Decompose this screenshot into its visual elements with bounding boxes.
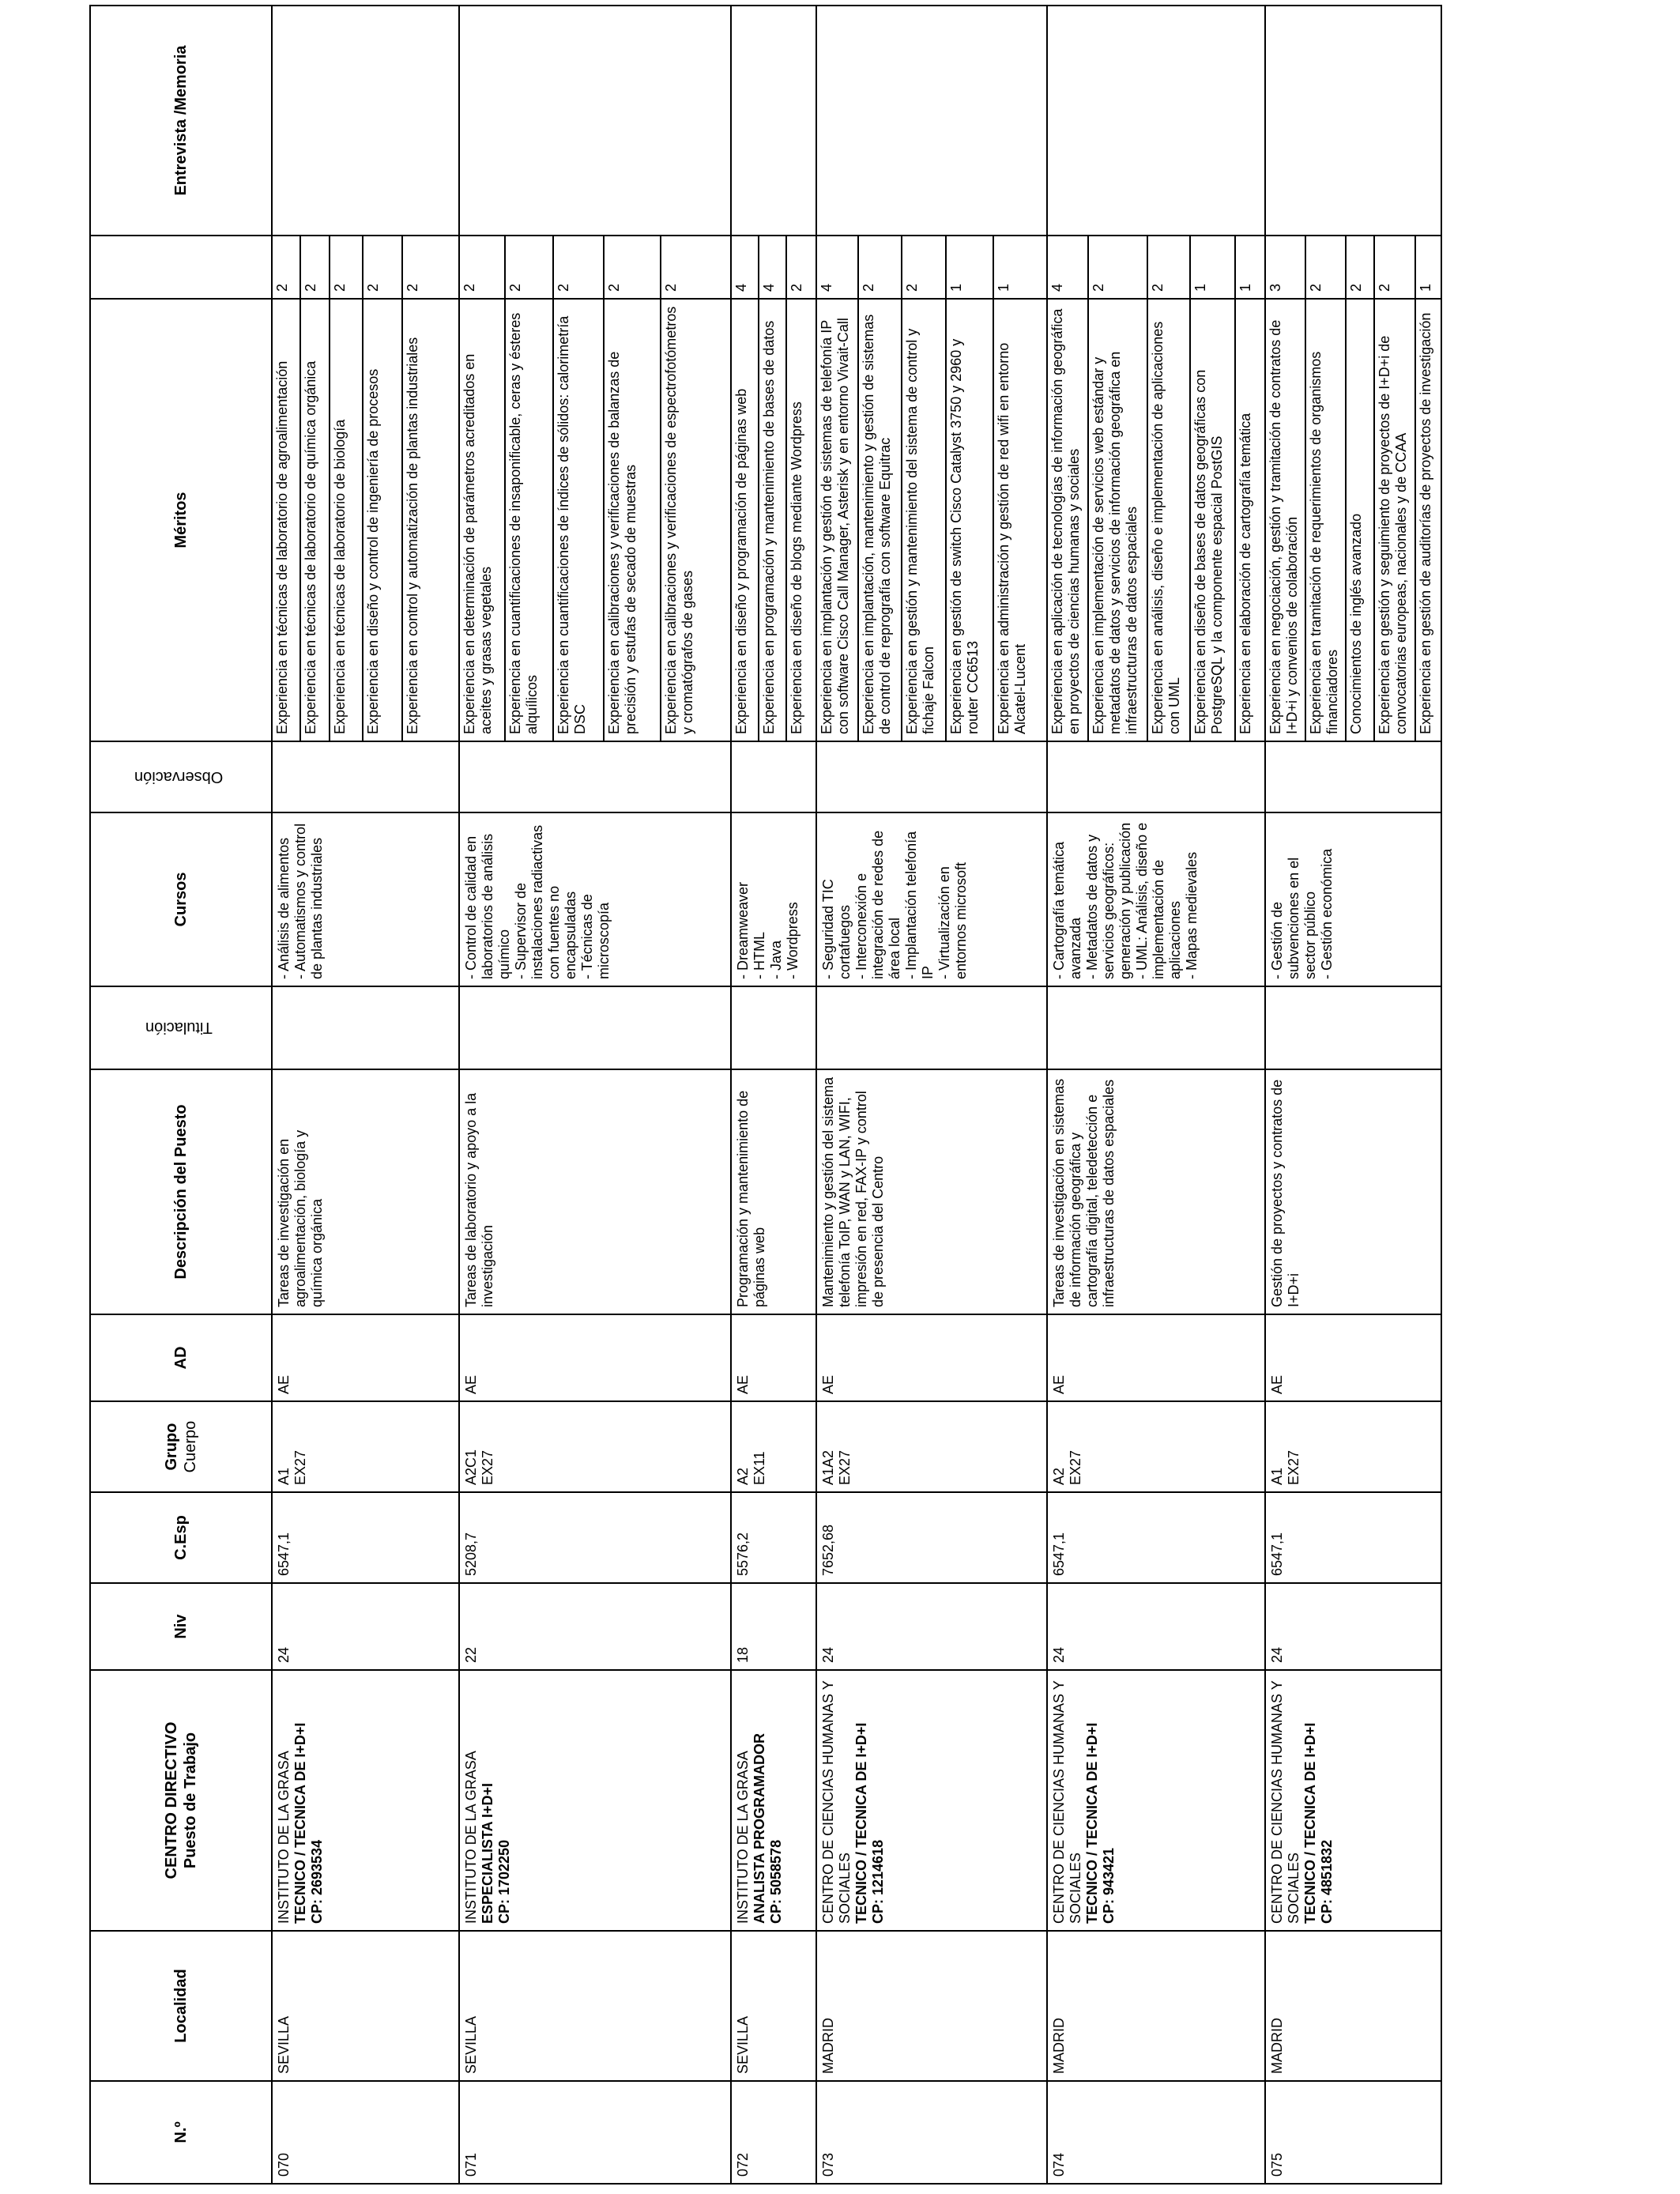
- row-titulacion: [731, 986, 816, 1069]
- row-localidad: SEVILLA: [731, 1931, 816, 2081]
- puesto-name: TECNICO / TECNICA DE I+D+I: [292, 1722, 308, 1924]
- row-ad: AE: [731, 1314, 816, 1401]
- row-titulacion: [1265, 986, 1441, 1069]
- curso-item: - Wordpress: [785, 902, 801, 979]
- merito-text: Experiencia en programación y mantenimiento de bases de datos: [759, 300, 787, 741]
- cuerpo-value: EX27: [292, 1449, 308, 1485]
- row-meritos: [272, 299, 459, 741]
- puesto-name: ESPECIALISTA I+D+I: [480, 1782, 496, 1924]
- row-niv: 24: [816, 1583, 1047, 1670]
- row-entrevista: [459, 6, 731, 236]
- curso-item: - Mapas medievales: [1184, 851, 1200, 979]
- table-row: [459, 6, 731, 2184]
- row-number: 075: [1265, 2081, 1441, 2184]
- curso-item: - Técnicas de microscopía: [579, 894, 612, 979]
- header-num: N.º: [90, 2081, 272, 2184]
- row-ad: AE: [1265, 1314, 1441, 1401]
- row-centro: [731, 1670, 816, 1931]
- header-centro-label: CENTRO DIRECTIVO: [163, 1721, 180, 1879]
- row-merit-points: [272, 236, 459, 299]
- row-number: 074: [1047, 2081, 1265, 2184]
- merito-points: 1: [995, 283, 1011, 292]
- merito-text: Experiencia en calibraciones y verificaciones de balanzas de precisión y estufas de secado de muestras: [604, 300, 660, 741]
- table-row: [731, 6, 816, 2184]
- merito-text: Experiencia en administración y gestión de red wifi en entorno Alcatel-Lucent: [995, 342, 1028, 734]
- merito-points: 2: [460, 236, 505, 298]
- merito-points: 2: [300, 236, 330, 298]
- row-localidad: MADRID: [816, 1931, 1047, 2081]
- curso-item: - Gestión económica: [1319, 848, 1335, 979]
- merito-text: Conocimientos de inglés avanzado: [1346, 300, 1375, 741]
- row-entrevista: [1047, 6, 1265, 236]
- header-observacion-label: Observación: [134, 768, 224, 786]
- centro-name: INSTITUTO DE LA GRASA: [463, 1751, 480, 1924]
- puesto-name: TECNICO / TECNICA DE I+D+I: [853, 1722, 870, 1924]
- curso-item: - Cartografía temática avanzada: [1051, 841, 1084, 979]
- curso-item: - Virtualización en entornos microsoft: [936, 861, 970, 979]
- row-descripcion: Programación y mantenimiento de páginas web: [731, 1069, 816, 1314]
- merito-text: Experiencia en determinación de parámetros acreditados en aceites y grasas vegetales: [460, 300, 505, 741]
- merito-points: 1: [1190, 236, 1235, 298]
- row-cesp: 6547,1: [272, 1492, 459, 1583]
- header-cuerpo-label: Cuerpo: [182, 1420, 199, 1473]
- header-cursos: Cursos: [90, 812, 272, 986]
- puesto-cp: CP: 2693534: [309, 1839, 325, 1924]
- header-puesto-label: Puesto de Trabajo: [182, 1732, 199, 1869]
- row-merit-points: [731, 236, 816, 299]
- curso-item: - Dreamweaver: [735, 881, 751, 979]
- row-localidad: SEVILLA: [459, 1931, 731, 2081]
- puesto-name: ANALISTA PROGRAMADOR: [751, 1733, 768, 1924]
- merito-text: Experiencia en diseño de bases de datos geográficas con PostgreSQL y la componente espacial PostGIS: [1190, 300, 1235, 741]
- row-number: 073: [816, 2081, 1047, 2184]
- table-body: [272, 6, 1441, 2184]
- merito-text: Experiencia en gestión y seguimiento de proyectos de I+D+i de convocatorias europeas, nacionales y de CCAA: [1374, 300, 1415, 741]
- row-ad: AE: [1047, 1314, 1265, 1401]
- curso-item: - Gestión de subvenciones en el sector público: [1269, 857, 1319, 979]
- merito-points: 1: [1237, 283, 1254, 292]
- row-observacion: [459, 741, 731, 812]
- merito-points: 2: [1088, 236, 1147, 298]
- puesto-cp: CP: 1702250: [496, 1839, 513, 1924]
- merito-points: 1: [1418, 283, 1434, 292]
- row-centro: [816, 1670, 1047, 1931]
- merito-points: 2: [1346, 236, 1375, 298]
- row-observacion: [816, 741, 1047, 812]
- row-meritos: [1265, 299, 1441, 741]
- row-cesp: 7652,68: [816, 1492, 1047, 1583]
- curso-item: - Control de calidad en laboratorios de análisis químico: [463, 833, 513, 979]
- merito-points: 2: [1147, 236, 1190, 298]
- grupo-value: A2: [1051, 1467, 1068, 1485]
- row-descripcion: Gestión de proyectos y contratos de I+D+i: [1265, 1069, 1441, 1314]
- header-points: [90, 236, 272, 299]
- row-observacion: [1047, 741, 1265, 812]
- header-observacion: [90, 741, 272, 812]
- row-niv: 24: [1265, 1583, 1441, 1670]
- row-ad: AE: [272, 1314, 459, 1401]
- row-cursos: [1265, 812, 1441, 986]
- row-observacion: [272, 741, 459, 812]
- job-positions-table: [89, 5, 1442, 2185]
- row-grupo: [1047, 1401, 1265, 1492]
- row-cesp: 5208,7: [459, 1492, 731, 1583]
- row-titulacion: [816, 986, 1047, 1069]
- merito-points: 2: [604, 236, 660, 298]
- merito-points: 4: [817, 236, 858, 298]
- table-row: [816, 6, 1047, 2184]
- merito-text: Experiencia en gestión de auditorías de proyectos de investigación: [1418, 312, 1434, 734]
- row-entrevista: [1265, 6, 1441, 236]
- row-localidad: MADRID: [1047, 1931, 1265, 2081]
- row-niv: 18: [731, 1583, 816, 1670]
- row-niv: 22: [459, 1583, 731, 1670]
- merito-points: 4: [1048, 236, 1088, 298]
- merito-text: Experiencia en aplicación de tecnologías de información geográfica en proyectos de ciencias humanas y sociales: [1048, 300, 1088, 741]
- centro-name: CENTRO DE CIENCIAS HUMANAS Y SOCIALES: [820, 1680, 853, 1924]
- row-ad: AE: [816, 1314, 1047, 1401]
- curso-item: - UML: Análisis, diseño e implementación de aplicaciones: [1134, 822, 1184, 979]
- row-descripcion: Mantenimiento y gestión del sistema telefonía ToIP, WAN y LAN, WIFI, impresión en red, FAX-IP y control de presencia del Centro: [816, 1069, 1047, 1314]
- merito-text: Experiencia en diseño y control de ingeniería de procesos: [363, 300, 402, 741]
- row-meritos: [816, 299, 1047, 741]
- row-niv: 24: [272, 1583, 459, 1670]
- row-titulacion: [1047, 986, 1265, 1069]
- merito-text: Experiencia en diseño de blogs mediante Wordpress: [789, 401, 805, 734]
- puesto-cp: CP: 5058578: [768, 1839, 785, 1924]
- row-grupo: [731, 1401, 816, 1492]
- row-meritos: [731, 299, 816, 741]
- cuerpo-value: EX27: [480, 1449, 496, 1485]
- row-cesp: 6547,1: [1265, 1492, 1441, 1583]
- row-descripcion: Tareas de laboratorio y apoyo a la investigación: [459, 1069, 731, 1314]
- row-merit-points: [816, 236, 1047, 299]
- curso-item: - Seguridad TIC cortafuegos: [820, 879, 853, 979]
- merito-points: 2: [662, 283, 679, 292]
- row-grupo: [816, 1401, 1047, 1492]
- header-ad: AD: [90, 1314, 272, 1401]
- grupo-value: A1: [1269, 1467, 1286, 1485]
- row-cursos: [816, 812, 1047, 986]
- curso-item: - HTML: [751, 932, 768, 979]
- row-number: 072: [731, 2081, 816, 2184]
- row-niv: 24: [1047, 1583, 1265, 1670]
- row-centro: [1265, 1670, 1441, 1931]
- merito-points: 2: [363, 236, 402, 298]
- puesto-name: TECNICO / TECNICA DE I+D+I: [1084, 1722, 1101, 1924]
- header-centro: [90, 1670, 272, 1931]
- centro-name: CENTRO DE CIENCIAS HUMANAS Y SOCIALES: [1051, 1680, 1084, 1924]
- table-row: [1047, 6, 1265, 2184]
- curso-item: - Supervisor de instalaciones radiactivas con fuentes no encapsuladas: [513, 824, 579, 979]
- row-grupo: [272, 1401, 459, 1492]
- merito-points: 2: [858, 236, 902, 298]
- rotated-page: [89, 6, 1442, 2185]
- merito-text: Experiencia en técnicas de laboratorio de biología: [330, 300, 363, 741]
- row-merit-points: [1265, 236, 1441, 299]
- merito-text: Experiencia en tramitación de requerimientos de organismos financiadores: [1305, 300, 1346, 741]
- merito-text: Experiencia en técnicas de laboratorio de agroalimentación: [273, 300, 300, 741]
- row-entrevista: [272, 6, 459, 236]
- header-descripcion: Descripción del Puesto: [90, 1069, 272, 1314]
- row-meritos: [459, 299, 731, 741]
- cuerpo-value: EX27: [1068, 1449, 1084, 1485]
- row-titulacion: [272, 986, 459, 1069]
- cuerpo-value: EX11: [751, 1451, 768, 1485]
- merito-points: 2: [1305, 236, 1346, 298]
- merito-text: Experiencia en gestión y mantenimiento del sistema de control y fichaje Falcon: [902, 300, 946, 741]
- row-grupo: [1265, 1401, 1441, 1492]
- row-centro: [272, 1670, 459, 1931]
- curso-item: - Java: [768, 940, 785, 979]
- row-ad: AE: [459, 1314, 731, 1401]
- row-meritos: [1047, 299, 1265, 741]
- merito-points: 2: [273, 236, 300, 298]
- row-centro: [1047, 1670, 1265, 1931]
- grupo-value: A2: [735, 1467, 751, 1485]
- row-cesp: 6547,1: [1047, 1492, 1265, 1583]
- header-grupo-label: Grupo: [163, 1423, 180, 1471]
- centro-name: INSTITUTO DE LA GRASA: [276, 1751, 292, 1924]
- row-observacion: [1265, 741, 1441, 812]
- row-cursos: [1047, 812, 1265, 986]
- row-centro: [459, 1670, 731, 1931]
- merito-text: Experiencia en implementación de servicios web estándar y metadatos de datos y servicios de información geográfica en infraestructuras de datos espaciales: [1088, 300, 1147, 741]
- row-entrevista: [816, 6, 1047, 236]
- puesto-cp: CP: 1214618: [870, 1839, 887, 1924]
- merito-text: Experiencia en negociación, gestión y tramitación de contratos de I+D+i y convenios de colaboración: [1266, 300, 1305, 741]
- header-niv: Niv: [90, 1583, 272, 1670]
- header-cesp: C.Esp: [90, 1492, 272, 1583]
- merito-text: Experiencia en cuantificaciones de índices de sólidos: calorimetría DSC: [553, 300, 604, 741]
- row-merit-points: [459, 236, 731, 299]
- merito-points: 4: [732, 236, 759, 298]
- row-descripcion: Tareas de investigación en sistemas de información geográfica y cartografía digital, teledetección e infraestructuras de datos espaciales: [1047, 1069, 1265, 1314]
- header-meritos: Méritos: [90, 299, 272, 741]
- curso-item: - Interconexión e integración de redes de área local: [853, 830, 903, 979]
- table-row: [272, 6, 459, 2184]
- row-descripcion: Tareas de investigación en agroalimentación, biología y química orgánica: [272, 1069, 459, 1314]
- cuerpo-value: EX27: [837, 1449, 853, 1485]
- row-cesp: 5576,2: [731, 1492, 816, 1583]
- merito-points: 2: [902, 236, 946, 298]
- merito-points: 2: [1374, 236, 1415, 298]
- row-cursos: [272, 812, 459, 986]
- grupo-value: A2C1: [463, 1449, 480, 1485]
- header-localidad: Localidad: [90, 1931, 272, 2081]
- grupo-value: A1A2: [820, 1449, 837, 1485]
- merito-text: Experiencia en cuantificaciones de insaponificable, ceras y ésteres alquílicos: [505, 300, 553, 741]
- curso-item: - Automatismos y control de plantas industriales: [292, 823, 325, 979]
- row-localidad: MADRID: [1265, 1931, 1441, 2081]
- merito-points: 1: [946, 236, 993, 298]
- puesto-name: TECNICO / TECNICA DE I+D+I: [1302, 1722, 1319, 1924]
- row-number: 071: [459, 2081, 731, 2184]
- header-grupo: [90, 1401, 272, 1492]
- row-merit-points: [1047, 236, 1265, 299]
- header-titulacion-label: Titulación: [145, 1019, 213, 1037]
- merito-points: 2: [553, 236, 604, 298]
- table-row: [1265, 6, 1441, 2184]
- row-cursos: [731, 812, 816, 986]
- row-grupo: [459, 1401, 731, 1492]
- merito-text: Experiencia en implantación y gestión de sistemas de telefonía IP con software Cisco Call Manager, Asterisk y en entorno Vivait-Call: [817, 300, 858, 741]
- curso-item: - Implantación telefonía IP: [903, 831, 936, 979]
- merito-text: Experiencia en control y automatización de plantas industriales: [404, 337, 420, 734]
- row-cursos: [459, 812, 731, 986]
- header-row: [90, 6, 272, 2184]
- centro-name: CENTRO DE CIENCIAS HUMANAS Y SOCIALES: [1269, 1680, 1302, 1924]
- header-titulacion: [90, 986, 272, 1069]
- merito-text: Experiencia en calibraciones y verificaciones de espectrofotómetros y cromatógrafos de gases: [662, 306, 695, 734]
- puesto-cp: CP: 943421: [1101, 1847, 1117, 1924]
- centro-name: INSTITUTO DE LA GRASA: [735, 1751, 751, 1924]
- merito-points: 4: [759, 236, 787, 298]
- merito-text: Experiencia en gestión de switch Cisco Catalyst 3750 y 2960 y router CC6513: [946, 300, 993, 741]
- row-number: 070: [272, 2081, 459, 2184]
- curso-item: - Análisis de alimentos: [276, 837, 292, 979]
- header-entrevista: Entrevista /Memoria: [90, 6, 272, 236]
- merito-text: Experiencia en diseño y programación de páginas web: [732, 300, 759, 741]
- row-localidad: SEVILLA: [272, 1931, 459, 2081]
- row-titulacion: [459, 986, 731, 1069]
- merito-points: 2: [505, 236, 553, 298]
- merito-text: Experiencia en análisis, diseño e implementación de aplicaciones con UML: [1147, 300, 1190, 741]
- merito-points: 2: [404, 283, 420, 292]
- grupo-value: A1: [276, 1467, 292, 1485]
- merito-points: 3: [1266, 236, 1305, 298]
- puesto-cp: CP: 4851832: [1319, 1839, 1335, 1924]
- merito-points: 2: [789, 283, 805, 292]
- cuerpo-value: EX27: [1286, 1449, 1302, 1485]
- merito-text: Experiencia en elaboración de cartografía temática: [1237, 413, 1254, 734]
- curso-item: - Metadatos de datos y servicios geográficos: generación y publicación: [1084, 822, 1134, 979]
- row-observacion: [731, 741, 816, 812]
- merito-points: 2: [330, 236, 363, 298]
- merito-text: Experiencia en técnicas de laboratorio de química orgánica: [300, 300, 330, 741]
- merito-text: Experiencia en implantación, mantenimiento y gestión de sistemas de control de reprografía con software Equitrac: [858, 300, 902, 741]
- row-entrevista: [731, 6, 816, 236]
